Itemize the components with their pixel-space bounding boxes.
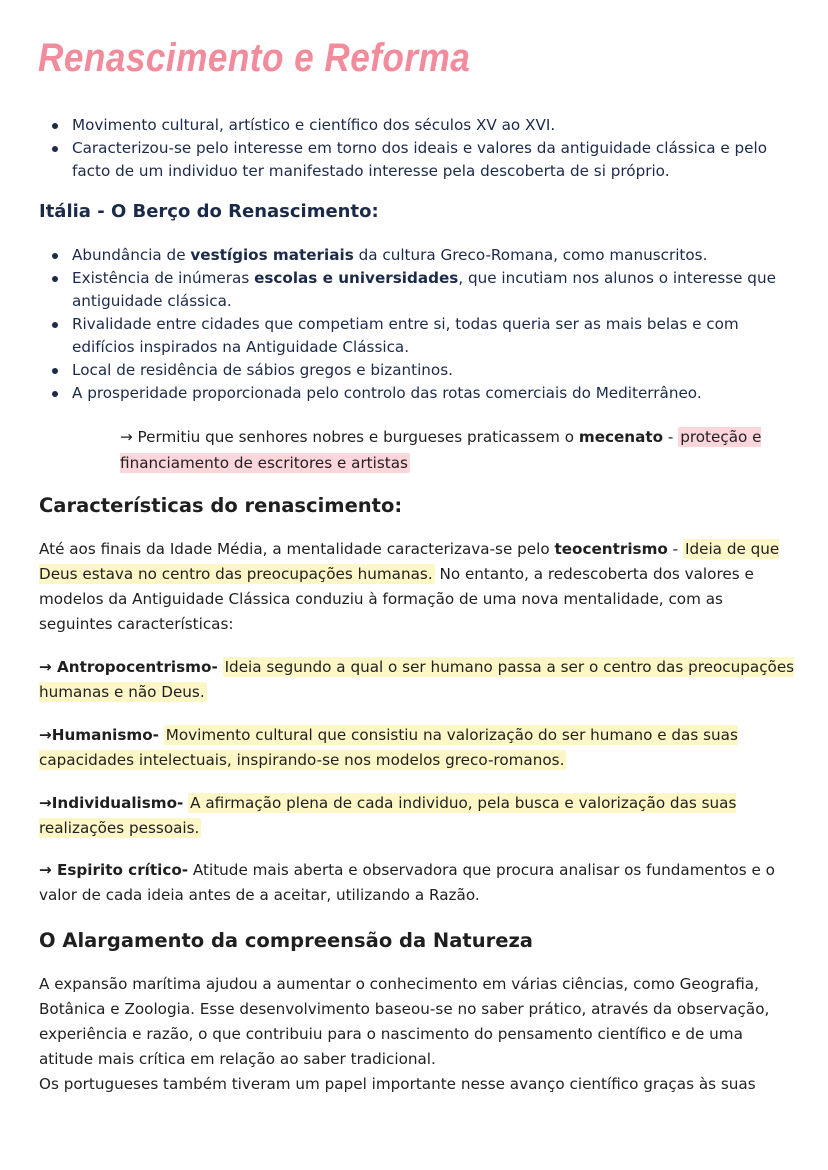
intro-bullet-list — [50, 114, 790, 183]
alargamento-text — [39, 972, 799, 1097]
yellow-highlight: Movimento cultural que consistiu na valorização do ser humano e das suas capacidades intelectuais, inspirando-se nos modelos greco-romanos. — [39, 726, 738, 769]
characteristic-espirito-critico: → Espirito crítico- Atitude mais aberta e observadora que procura analisar os fundamentos e o valor de cada ideia antes de a aceitar, utilizando a Razão. — [39, 861, 775, 904]
characteristic-antropocentrismo: → Antropocentrismo- Ideia segundo a qual o ser humano passa a ser o centro das preocupações humanas e não Deus. — [39, 658, 795, 701]
bullet-item: Movimento cultural, artístico e científico dos séculos XV ao XVI. — [50, 114, 790, 137]
bullet-item: Existência de inúmeras escolas e universidades, que incutiam nos alunos o interesse que antiguidade clássica. — [50, 267, 790, 313]
page-title: Renascimento e Reforma — [38, 36, 471, 80]
section-heading-alargamento: O Alargamento da compreensão da Natureza — [39, 929, 533, 952]
bullet-item: Local de residência de sábios gregos e bizantinos. — [50, 359, 790, 382]
bullet-item: Rivalidade entre cidades que competiam entre si, todas queria ser as mais belas e com edifícios inspirados na Antiguidade Clássica. — [50, 313, 790, 359]
yellow-highlight: Ideia segundo a qual o ser humano passa a ser o centro das preocupações humanas e não Deus. — [39, 658, 795, 701]
paragraph: Os portugueses também tiveram um papel importante nesse avanço científico graças às suas — [39, 1075, 756, 1093]
characteristic-individualismo: →Individualismo- A afirmação plena de cada individuo, pela busca e valorização das suas realizações pessoais. — [39, 794, 737, 837]
pink-highlight: proteção e financiamento de escritores e artistas — [120, 428, 762, 472]
characteristic-humanismo: →Humanismo- Movimento cultural que consistiu na valorização do ser humano e das suas capacidades intelectuais, inspirando-se nos modelos greco-romanos. — [39, 726, 738, 769]
teocentrismo-paragraph: Até aos finais da Idade Média, a mentalidade caracterizava-se pelo teocentrismo - Ideia de que Deus estava no centro das preocupações humanas. No entanto, a redescoberta dos valores e modelos da Antiguidade Clássica conduziu à formação de uma nova mentalidade, com as seguintes características: — [39, 540, 780, 633]
section-heading-caracteristicas: Características do renascimento: — [39, 494, 403, 517]
yellow-highlight: A afirmação plena de cada individuo, pela busca e valorização das suas realizações pessoais. — [39, 794, 737, 837]
section-heading-italia: Itália - O Berço do Renascimento: — [39, 201, 379, 222]
keyword-mecenato: mecenato — [578, 428, 664, 446]
mecenato-note: → Permitiu que senhores nobres e burgueses praticassem o mecenato - proteção e financiamento de escritores e artistas — [120, 428, 762, 472]
bullet-item: Caracterizou-se pelo interesse em torno dos ideais e valores da antiguidade clássica e pelo facto de um individuo ter manifestado interesse pela descoberta de si próprio. — [50, 137, 790, 183]
bullet-item: A prosperidade proporcionada pelo controlo das rotas comerciais do Mediterrâneo. — [50, 382, 790, 405]
paragraph: A expansão marítima ajudou a aumentar o conhecimento em várias ciências, como Geografia, Botânica e Zoologia. Esse desenvolvimento baseou-se no saber prático, através da observação, experiência e razão, o que contribuiu para o nascimento do pensamento científico e de uma atitude mais crítica em relação ao saber tradicional. — [39, 975, 770, 1068]
keyword-teocentrismo: teocentrismo — [554, 540, 668, 558]
yellow-highlight: Ideia de que Deus estava no centro das preocupações humanas. — [39, 540, 780, 583]
bullet-item: Abundância de vestígios materiais da cultura Greco-Romana, como manuscritos. — [50, 244, 790, 267]
italia-bullet-list — [50, 244, 790, 405]
